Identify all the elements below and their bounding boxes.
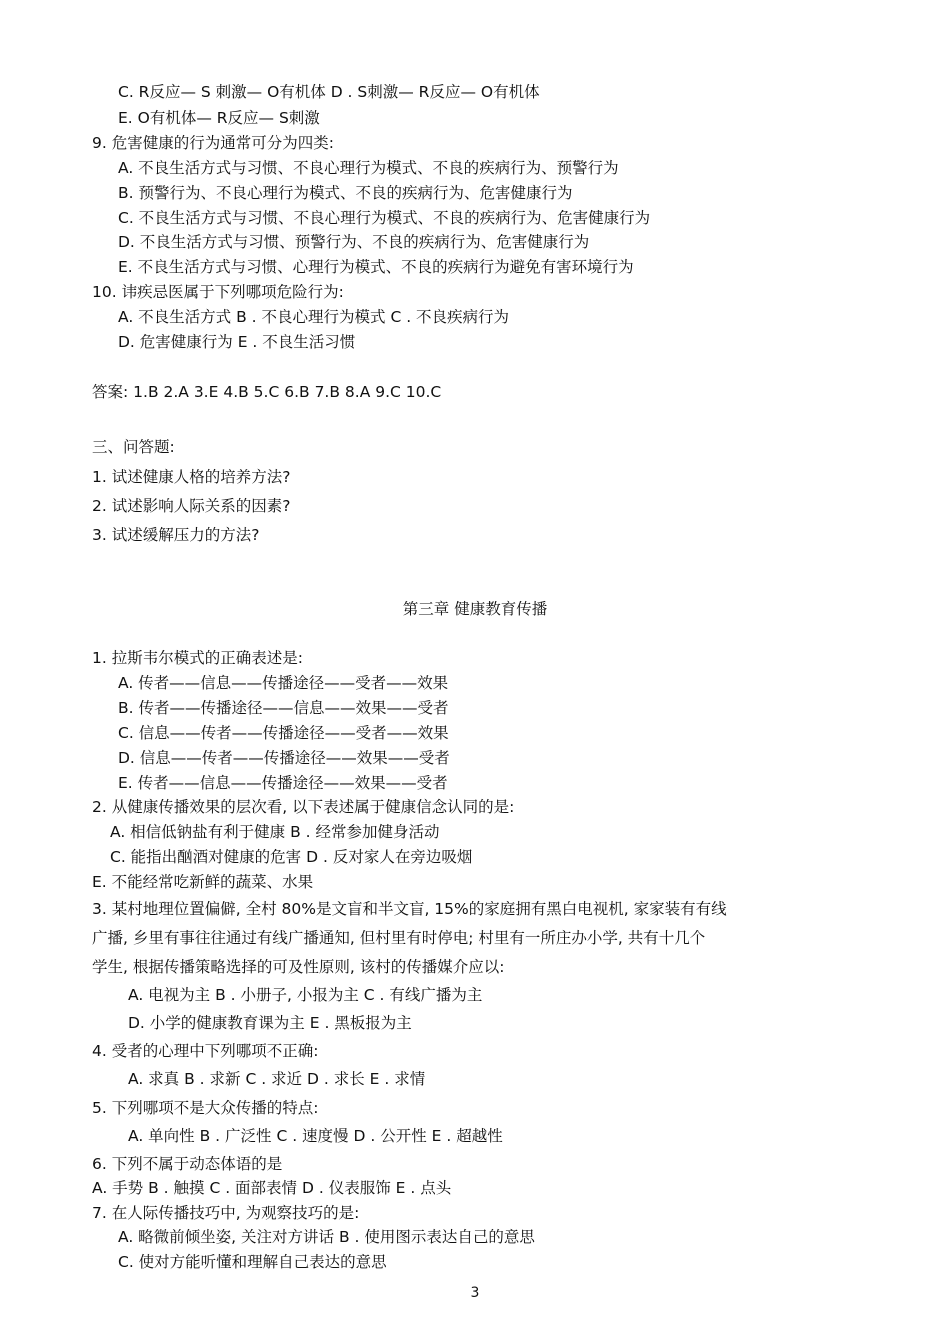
option-line: E. 不良生活方式与习惯、心理行为模式、不良的疾病行为避免有害环境行为 (118, 258, 634, 276)
option-line: A. 不良生活方式 B . 不良心理行为模式 C . 不良疾病行为 (118, 308, 510, 326)
option-line: C. 信息——传者——传播途径——受者——效果 (118, 724, 449, 742)
essay-question: 2. 试述影响人际关系的因素? (92, 497, 291, 515)
question-line: 学生, 根据传播策略选择的可及性原则, 该村的传播媒介应以: (92, 958, 505, 976)
chapter-title: 第三章 健康教育传播 (402, 600, 548, 618)
answer-key: 答案: 1.B 2.A 3.E 4.B 5.C 6.B 7.B 8.A 9.C 10.C (92, 383, 442, 401)
option-line: C. 不良生活方式与习惯、不良心理行为模式、不良的疾病行为、危害健康行为 (118, 209, 651, 227)
option-line: C. R反应— S 刺激— O有机体 D . S刺激— R反应— O有机体 (118, 83, 540, 101)
option-line: E. 传者——信息——传播途径——效果——受者 (118, 774, 448, 792)
essay-question: 1. 试述健康人格的培养方法? (92, 468, 291, 486)
option-line: A. 手势 B . 触摸 C . 面部表情 D . 仪表服饰 E . 点头 (92, 1179, 452, 1197)
question-line: 3. 某村地理位置偏僻, 全村 80%是文盲和半文盲, 15%的家庭拥有黑白电视机, 家家装有有线 (92, 900, 727, 918)
essay-question: 3. 试述缓解压力的方法? (92, 526, 260, 544)
option-line: C. 能指出酗酒对健康的危害 D . 反对家人在旁边吸烟 (110, 848, 473, 866)
question-line: 广播, 乡里有事往往通过有线广播通知, 但村里有时停电; 村里有一所庄办小学, 共有十几个 (92, 929, 706, 947)
question-line: 6. 下列不属于动态体语的是 (92, 1155, 283, 1173)
question-line: 10. 讳疾忌医属于下列哪项危险行为: (92, 283, 344, 301)
option-line: D. 不良生活方式与习惯、预警行为、不良的疾病行为、危害健康行为 (118, 233, 590, 251)
question-line: 7. 在人际传播技巧中, 为观察技巧的是: (92, 1204, 360, 1222)
option-line: A. 相信低钠盐有利于健康 B . 经常参加健身活动 (110, 823, 440, 841)
question-line: 1. 拉斯韦尔模式的正确表述是: (92, 649, 303, 667)
option-line: D. 危害健康行为 E . 不良生活习惯 (118, 333, 356, 351)
option-line: E. 不能经常吃新鲜的蔬菜、水果 (92, 873, 314, 891)
option-line: E. O有机体— R反应— S刺激 (118, 109, 320, 127)
question-line: 9. 危害健康的行为通常可分为四类: (92, 134, 334, 152)
question-line: 4. 受者的心理中下列哪项不正确: (92, 1042, 319, 1060)
option-line: A. 传者——信息——传播途径——受者——效果 (118, 674, 449, 692)
option-line: C. 使对方能听懂和理解自己表达的意思 (118, 1253, 387, 1271)
option-line: A. 略微前倾坐姿, 关注对方讲话 B . 使用图示表达自己的意思 (118, 1228, 535, 1246)
option-line: D. 信息——传者——传播途径——效果——受者 (118, 749, 450, 767)
option-line: D. 小学的健康教育课为主 E . 黑板报为主 (128, 1014, 412, 1032)
section-heading: 三、问答题: (92, 438, 175, 456)
option-line: B. 预警行为、不良心理行为模式、不良的疾病行为、危害健康行为 (118, 184, 573, 202)
question-line: 2. 从健康传播效果的层次看, 以下表述属于健康信念认同的是: (92, 798, 515, 816)
option-line: A. 电视为主 B . 小册子, 小报为主 C . 有线广播为主 (128, 986, 483, 1004)
option-line: A. 不良生活方式与习惯、不良心理行为模式、不良的疾病行为、预警行为 (118, 159, 619, 177)
option-line: A. 单向性 B . 广泛性 C . 速度慢 D . 公开性 E . 超越性 (128, 1127, 503, 1145)
option-line: B. 传者——传播途径——信息——效果——受者 (118, 699, 449, 717)
page-number: 3 (470, 1285, 480, 1301)
question-line: 5. 下列哪项不是大众传播的特点: (92, 1099, 319, 1117)
option-line: A. 求真 B . 求新 C . 求近 D . 求长 E . 求情 (128, 1070, 426, 1088)
